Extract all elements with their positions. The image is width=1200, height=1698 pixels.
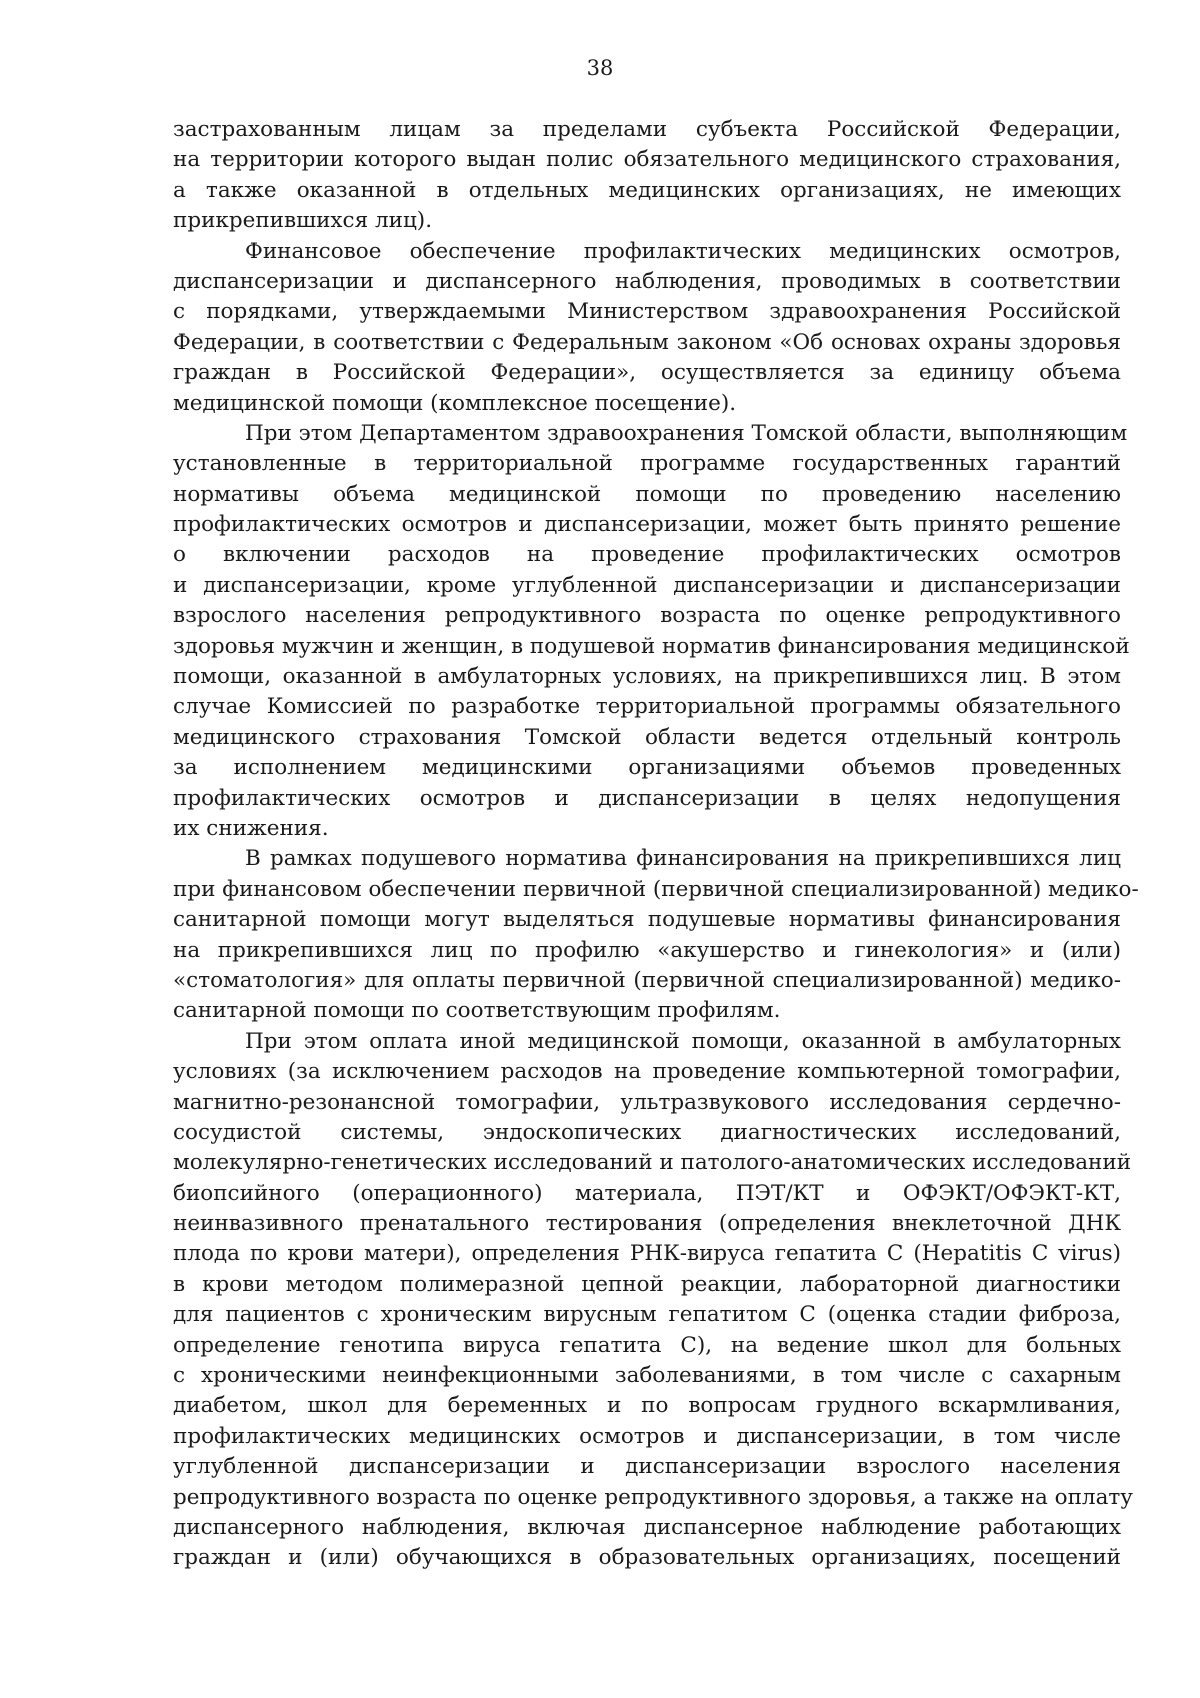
text-line: профилактических осмотров и диспансеризации в целях недопущения bbox=[173, 785, 1121, 811]
text-line: углубленной диспансеризации и диспансеризации взрослого населения bbox=[173, 1454, 1121, 1480]
paragraph bbox=[173, 844, 1139, 1026]
text-line: «стоматология» для оплаты первичной (первичной специализированной) медико- bbox=[173, 967, 1121, 993]
text-line: диспансеризации и диспансерного наблюдения, проводимых в соответствии bbox=[173, 268, 1121, 294]
text-line: неинвазивного пренатального тестирования (определения внеклеточной ДНК bbox=[173, 1211, 1121, 1237]
text-line: сосудистой системы, эндоскопических диагностических исследований, bbox=[173, 1119, 1121, 1145]
text-line: для пациентов с хроническим вирусным гепатитом С (оценка стадии фиброза, bbox=[173, 1302, 1121, 1328]
text-line: диабетом, школ для беременных и по вопросам грудного вскармливания, bbox=[173, 1393, 1121, 1419]
text-line: репродуктивного возраста по оценке репродуктивного здоровья, а также на оплату bbox=[173, 1484, 1133, 1510]
text-line: медицинской помощи (комплексное посещение). bbox=[173, 390, 737, 416]
paragraph bbox=[173, 237, 1121, 419]
text-line: биопсийного (операционного) материала, ПЭТ/КТ и ОФЭКТ/ОФЭКТ-КТ, bbox=[173, 1180, 1121, 1206]
paragraph bbox=[173, 115, 1121, 237]
text-line: граждан и (или) обучающихся в образовательных организациях, посещений bbox=[173, 1545, 1121, 1571]
text-line: профилактических осмотров и диспансеризации, может быть принято решение bbox=[173, 512, 1121, 538]
text-line: магнитно-резонансной томографии, ультразвукового исследования сердечно- bbox=[173, 1089, 1121, 1115]
text-line: на территории которого выдан полис обязательного медицинского страхования, bbox=[173, 147, 1121, 173]
text-line: граждан в Российской Федерации», осуществляется за единицу объема bbox=[173, 360, 1121, 386]
text-line: случае Комиссией по разработке территориальной программы обязательного bbox=[173, 694, 1121, 720]
text-line: определение генотипа вируса гепатита С), на ведение школ для больных bbox=[173, 1332, 1121, 1358]
text-line: плода по крови матери), определения РНК-вируса гепатита С (Hepatitis C virus) bbox=[173, 1241, 1121, 1267]
text-line: о включении расходов на проведение профилактических осмотров bbox=[173, 542, 1121, 568]
text-line: взрослого населения репродуктивного возраста по оценке репродуктивного bbox=[173, 603, 1121, 629]
text-line: при финансовом обеспечении первичной (первичной специализированной) медико- bbox=[173, 876, 1139, 902]
text-line: При этом Департаментом здравоохранения Томской области, выполняющим bbox=[245, 420, 1128, 446]
text-line: их снижения. bbox=[173, 815, 329, 841]
text-line: здоровья мужчин и женщин, в подушевой норматив финансирования медицинской bbox=[173, 633, 1130, 659]
text-line: условиях (за исключением расходов на проведение компьютерной томографии, bbox=[173, 1059, 1121, 1085]
text-line: диспансерного наблюдения, включая диспансерное наблюдение работающих bbox=[173, 1514, 1121, 1540]
text-line: за исполнением медицинскими организациями объемов проведенных bbox=[173, 755, 1121, 781]
text-line: медицинского страхования Томской области ведется отдельный контроль bbox=[173, 724, 1121, 750]
text-line: в крови методом полимеразной цепной реакции, лабораторной диагностики bbox=[173, 1271, 1121, 1297]
text-line: и диспансеризации, кроме углубленной диспансеризации и диспансеризации bbox=[173, 572, 1121, 598]
text-line: санитарной помощи по соответствующим профилям. bbox=[173, 998, 781, 1024]
paragraph bbox=[173, 1027, 1133, 1574]
paragraph bbox=[173, 419, 1130, 844]
text-line: Федерации, в соответствии с Федеральным законом «Об основах охраны здоровья bbox=[173, 329, 1121, 355]
text-line: застрахованным лицам за пределами субъекта Российской Федерации, bbox=[173, 117, 1121, 142]
text-line: а также оказанной в отдельных медицинских организациях, не имеющих bbox=[173, 177, 1121, 203]
text-line: с порядками, утверждаемыми Министерством здравоохранения Российской bbox=[173, 299, 1121, 325]
text-line: санитарной помощи могут выделяться подушевые нормативы финансирования bbox=[173, 907, 1121, 933]
text-line: Финансовое обеспечение профилактических медицинских осмотров, bbox=[245, 238, 1121, 264]
text-line: на прикрепившихся лиц по профилю «акушерство и гинекология» и (или) bbox=[173, 937, 1121, 963]
page-number: 38 bbox=[586, 56, 614, 80]
text-line: с хроническими неинфекционными заболеваниями, в том числе с сахарным bbox=[173, 1363, 1121, 1389]
text-line: профилактических медицинских осмотров и диспансеризации, в том числе bbox=[173, 1423, 1121, 1449]
document-body bbox=[173, 115, 1139, 1574]
text-line: нормативы объема медицинской помощи по проведению населению bbox=[173, 481, 1121, 507]
text-line: помощи, оказанной в амбулаторных условиях, на прикрепившихся лиц. В этом bbox=[173, 664, 1121, 690]
text-line: молекулярно-генетических исследований и патолого-анатомических исследований bbox=[173, 1150, 1132, 1176]
text-line: В рамках подушевого норматива финансирования на прикрепившихся лиц bbox=[245, 846, 1121, 872]
text-line: прикрепившихся лиц). bbox=[173, 208, 433, 234]
text-line: При этом оплата иной медицинской помощи, оказанной в амбулаторных bbox=[245, 1028, 1121, 1054]
text-line: установленные в территориальной программе государственных гарантий bbox=[173, 451, 1121, 477]
